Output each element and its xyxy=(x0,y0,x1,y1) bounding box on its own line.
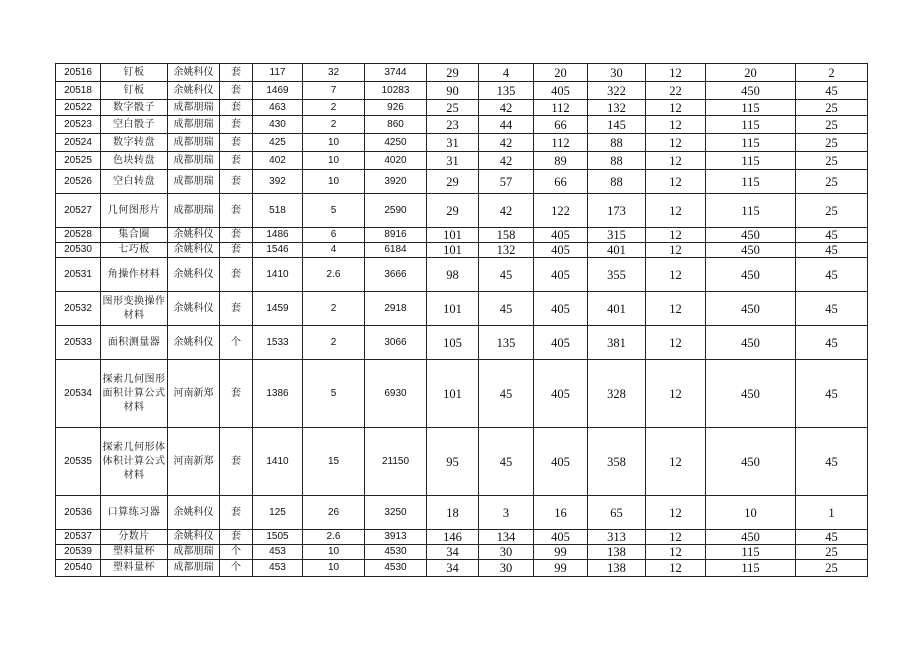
value-cell: 3920 xyxy=(365,170,427,194)
value-cell: 99 xyxy=(534,545,588,560)
value-cell: 12 xyxy=(646,360,706,428)
value-cell: 25 xyxy=(796,545,868,560)
table-row xyxy=(56,360,868,428)
unit-cell: 套 xyxy=(220,258,253,292)
value-cell: 132 xyxy=(588,100,646,116)
value-cell: 518 xyxy=(253,194,303,228)
code-cell: 20524 xyxy=(56,134,101,152)
unit-cell: 套 xyxy=(220,243,253,258)
value-cell: 12 xyxy=(646,152,706,170)
value-cell: 401 xyxy=(588,292,646,326)
value-cell: 1546 xyxy=(253,243,303,258)
value-cell: 31 xyxy=(427,134,479,152)
value-cell: 65 xyxy=(588,496,646,530)
value-cell: 12 xyxy=(646,428,706,496)
value-cell: 25 xyxy=(796,134,868,152)
unit-cell: 套 xyxy=(220,228,253,243)
value-cell: 6930 xyxy=(365,360,427,428)
value-cell: 29 xyxy=(427,170,479,194)
unit-cell: 套 xyxy=(220,116,253,134)
value-cell: 463 xyxy=(253,100,303,116)
value-cell: 22 xyxy=(646,82,706,100)
maker-cell: 河南新郑 xyxy=(168,428,220,496)
value-cell: 42 xyxy=(479,100,534,116)
value-cell: 313 xyxy=(588,530,646,545)
code-cell: 20532 xyxy=(56,292,101,326)
value-cell: 4 xyxy=(479,64,534,82)
value-cell: 401 xyxy=(588,243,646,258)
value-cell: 112 xyxy=(534,100,588,116)
value-cell: 95 xyxy=(427,428,479,496)
value-cell: 12 xyxy=(646,194,706,228)
table-row xyxy=(56,292,868,326)
code-cell: 20523 xyxy=(56,116,101,134)
value-cell: 4020 xyxy=(365,152,427,170)
value-cell: 34 xyxy=(427,545,479,560)
table-row xyxy=(56,82,868,100)
value-cell: 12 xyxy=(646,326,706,360)
value-cell: 450 xyxy=(706,360,796,428)
maker-cell: 余姚科仪 xyxy=(168,82,220,100)
value-cell: 4530 xyxy=(365,545,427,560)
unit-cell: 套 xyxy=(220,170,253,194)
unit-cell: 个 xyxy=(220,326,253,360)
maker-cell: 河南新郑 xyxy=(168,360,220,428)
value-cell: 12 xyxy=(646,258,706,292)
value-cell: 12 xyxy=(646,560,706,577)
maker-cell: 余姚科仪 xyxy=(168,243,220,258)
value-cell: 10283 xyxy=(365,82,427,100)
value-cell: 2918 xyxy=(365,292,427,326)
value-cell: 405 xyxy=(534,243,588,258)
unit-cell: 套 xyxy=(220,100,253,116)
name-cell: 探索几何形体体积计算公式材料 xyxy=(101,428,168,496)
value-cell: 134 xyxy=(479,530,534,545)
code-cell: 20516 xyxy=(56,64,101,82)
value-cell: 405 xyxy=(534,428,588,496)
value-cell: 45 xyxy=(479,428,534,496)
value-cell: 1505 xyxy=(253,530,303,545)
code-cell: 20533 xyxy=(56,326,101,360)
name-cell: 空白骰子 xyxy=(101,116,168,134)
value-cell: 45 xyxy=(796,530,868,545)
value-cell: 450 xyxy=(706,258,796,292)
unit-cell: 套 xyxy=(220,152,253,170)
value-cell: 125 xyxy=(253,496,303,530)
table-row xyxy=(56,326,868,360)
code-cell: 20527 xyxy=(56,194,101,228)
code-cell: 20537 xyxy=(56,530,101,545)
value-cell: 3666 xyxy=(365,258,427,292)
value-cell: 2 xyxy=(303,100,365,116)
value-cell: 25 xyxy=(796,100,868,116)
name-cell: 空白转盘 xyxy=(101,170,168,194)
table-row xyxy=(56,545,868,560)
value-cell: 88 xyxy=(588,170,646,194)
name-cell: 角操作材料 xyxy=(101,258,168,292)
value-cell: 138 xyxy=(588,545,646,560)
value-cell: 30 xyxy=(588,64,646,82)
value-cell: 12 xyxy=(646,64,706,82)
value-cell: 21150 xyxy=(365,428,427,496)
code-cell: 20539 xyxy=(56,545,101,560)
value-cell: 381 xyxy=(588,326,646,360)
unit-cell: 套 xyxy=(220,496,253,530)
value-cell: 99 xyxy=(534,560,588,577)
value-cell: 89 xyxy=(534,152,588,170)
table-row xyxy=(56,116,868,134)
value-cell: 20 xyxy=(706,64,796,82)
value-cell: 10 xyxy=(706,496,796,530)
maker-cell: 余姚科仪 xyxy=(168,64,220,82)
value-cell: 328 xyxy=(588,360,646,428)
value-cell: 12 xyxy=(646,496,706,530)
value-cell: 12 xyxy=(646,545,706,560)
value-cell: 42 xyxy=(479,152,534,170)
code-cell: 20531 xyxy=(56,258,101,292)
value-cell: 88 xyxy=(588,152,646,170)
value-cell: 30 xyxy=(479,545,534,560)
unit-cell: 套 xyxy=(220,530,253,545)
maker-cell: 余姚科仪 xyxy=(168,228,220,243)
value-cell: 12 xyxy=(646,170,706,194)
value-cell: 115 xyxy=(706,545,796,560)
value-cell: 358 xyxy=(588,428,646,496)
value-cell: 12 xyxy=(646,100,706,116)
maker-cell: 成都朋瑞 xyxy=(168,545,220,560)
code-cell: 20534 xyxy=(56,360,101,428)
value-cell: 44 xyxy=(479,116,534,134)
value-cell: 12 xyxy=(646,243,706,258)
code-cell: 20530 xyxy=(56,243,101,258)
value-cell: 3 xyxy=(479,496,534,530)
maker-cell: 余姚科仪 xyxy=(168,292,220,326)
value-cell: 7 xyxy=(303,82,365,100)
unit-cell: 套 xyxy=(220,194,253,228)
value-cell: 16 xyxy=(534,496,588,530)
value-cell: 1486 xyxy=(253,228,303,243)
name-cell: 塑料量杯 xyxy=(101,545,168,560)
value-cell: 42 xyxy=(479,194,534,228)
value-cell: 30 xyxy=(479,560,534,577)
value-cell: 42 xyxy=(479,134,534,152)
unit-cell: 套 xyxy=(220,82,253,100)
code-cell: 20522 xyxy=(56,100,101,116)
value-cell: 25 xyxy=(796,152,868,170)
value-cell: 15 xyxy=(303,428,365,496)
name-cell: 集合圈 xyxy=(101,228,168,243)
unit-cell: 个 xyxy=(220,545,253,560)
value-cell: 132 xyxy=(479,243,534,258)
value-cell: 2 xyxy=(303,292,365,326)
value-cell: 45 xyxy=(479,360,534,428)
value-cell: 355 xyxy=(588,258,646,292)
value-cell: 405 xyxy=(534,360,588,428)
value-cell: 158 xyxy=(479,228,534,243)
value-cell: 115 xyxy=(706,194,796,228)
table-row xyxy=(56,228,868,243)
value-cell: 4 xyxy=(303,243,365,258)
name-cell: 数字转盘 xyxy=(101,134,168,152)
table-row xyxy=(56,152,868,170)
unit-cell: 个 xyxy=(220,560,253,577)
value-cell: 1 xyxy=(796,496,868,530)
maker-cell: 余姚科仪 xyxy=(168,258,220,292)
value-cell: 405 xyxy=(534,258,588,292)
value-cell: 23 xyxy=(427,116,479,134)
value-cell: 450 xyxy=(706,243,796,258)
value-cell: 135 xyxy=(479,82,534,100)
value-cell: 115 xyxy=(706,100,796,116)
value-cell: 8916 xyxy=(365,228,427,243)
name-cell: 面积测量器 xyxy=(101,326,168,360)
maker-cell: 成都朋瑞 xyxy=(168,134,220,152)
unit-cell: 套 xyxy=(220,292,253,326)
code-cell: 20536 xyxy=(56,496,101,530)
value-cell: 34 xyxy=(427,560,479,577)
inventory-table xyxy=(55,63,868,577)
value-cell: 20 xyxy=(534,64,588,82)
value-cell: 450 xyxy=(706,228,796,243)
maker-cell: 余姚科仪 xyxy=(168,496,220,530)
table-row xyxy=(56,428,868,496)
value-cell: 26 xyxy=(303,496,365,530)
value-cell: 45 xyxy=(796,258,868,292)
value-cell: 6184 xyxy=(365,243,427,258)
maker-cell: 成都朋瑞 xyxy=(168,152,220,170)
value-cell: 10 xyxy=(303,152,365,170)
value-cell: 3913 xyxy=(365,530,427,545)
value-cell: 1533 xyxy=(253,326,303,360)
value-cell: 32 xyxy=(303,64,365,82)
value-cell: 10 xyxy=(303,170,365,194)
maker-cell: 成都朋瑞 xyxy=(168,100,220,116)
value-cell: 392 xyxy=(253,170,303,194)
value-cell: 2 xyxy=(796,64,868,82)
name-cell: 塑料量杯 xyxy=(101,560,168,577)
value-cell: 3744 xyxy=(365,64,427,82)
name-cell: 几何图形片 xyxy=(101,194,168,228)
code-cell: 20518 xyxy=(56,82,101,100)
value-cell: 115 xyxy=(706,134,796,152)
code-cell: 20525 xyxy=(56,152,101,170)
value-cell: 3066 xyxy=(365,326,427,360)
name-cell: 图形变换操作材料 xyxy=(101,292,168,326)
value-cell: 453 xyxy=(253,560,303,577)
value-cell: 18 xyxy=(427,496,479,530)
value-cell: 5 xyxy=(303,360,365,428)
value-cell: 45 xyxy=(796,360,868,428)
value-cell: 66 xyxy=(534,116,588,134)
value-cell: 1410 xyxy=(253,258,303,292)
name-cell: 钉板 xyxy=(101,64,168,82)
value-cell: 101 xyxy=(427,243,479,258)
name-cell: 探索几何图形面积计算公式材料 xyxy=(101,360,168,428)
value-cell: 2.6 xyxy=(303,530,365,545)
value-cell: 138 xyxy=(588,560,646,577)
name-cell: 口算练习器 xyxy=(101,496,168,530)
unit-cell: 套 xyxy=(220,428,253,496)
table-row xyxy=(56,496,868,530)
value-cell: 4250 xyxy=(365,134,427,152)
value-cell: 12 xyxy=(646,228,706,243)
value-cell: 25 xyxy=(796,560,868,577)
value-cell: 2 xyxy=(303,326,365,360)
value-cell: 1469 xyxy=(253,82,303,100)
value-cell: 115 xyxy=(706,116,796,134)
value-cell: 12 xyxy=(646,292,706,326)
value-cell: 105 xyxy=(427,326,479,360)
value-cell: 10 xyxy=(303,545,365,560)
value-cell: 6 xyxy=(303,228,365,243)
value-cell: 450 xyxy=(706,292,796,326)
value-cell: 57 xyxy=(479,170,534,194)
value-cell: 31 xyxy=(427,152,479,170)
value-cell: 4530 xyxy=(365,560,427,577)
value-cell: 2590 xyxy=(365,194,427,228)
unit-cell: 套 xyxy=(220,134,253,152)
value-cell: 135 xyxy=(479,326,534,360)
table-row xyxy=(56,100,868,116)
value-cell: 402 xyxy=(253,152,303,170)
value-cell: 25 xyxy=(796,116,868,134)
value-cell: 115 xyxy=(706,152,796,170)
name-cell: 七巧板 xyxy=(101,243,168,258)
value-cell: 115 xyxy=(706,170,796,194)
value-cell: 45 xyxy=(796,292,868,326)
name-cell: 钉板 xyxy=(101,82,168,100)
value-cell: 450 xyxy=(706,326,796,360)
value-cell: 1386 xyxy=(253,360,303,428)
value-cell: 322 xyxy=(588,82,646,100)
value-cell: 450 xyxy=(706,82,796,100)
value-cell: 45 xyxy=(796,243,868,258)
value-cell: 29 xyxy=(427,64,479,82)
value-cell: 10 xyxy=(303,134,365,152)
value-cell: 45 xyxy=(796,428,868,496)
value-cell: 405 xyxy=(534,82,588,100)
value-cell: 66 xyxy=(534,170,588,194)
value-cell: 12 xyxy=(646,116,706,134)
code-cell: 20540 xyxy=(56,560,101,577)
table-row xyxy=(56,194,868,228)
maker-cell: 余姚科仪 xyxy=(168,326,220,360)
value-cell: 90 xyxy=(427,82,479,100)
value-cell: 5 xyxy=(303,194,365,228)
value-cell: 453 xyxy=(253,545,303,560)
value-cell: 146 xyxy=(427,530,479,545)
value-cell: 12 xyxy=(646,530,706,545)
name-cell: 分数片 xyxy=(101,530,168,545)
value-cell: 2.6 xyxy=(303,258,365,292)
value-cell: 45 xyxy=(479,292,534,326)
maker-cell: 余姚科仪 xyxy=(168,530,220,545)
code-cell: 20526 xyxy=(56,170,101,194)
value-cell: 1410 xyxy=(253,428,303,496)
value-cell: 2 xyxy=(303,116,365,134)
code-cell: 20535 xyxy=(56,428,101,496)
value-cell: 45 xyxy=(479,258,534,292)
value-cell: 405 xyxy=(534,530,588,545)
table-row xyxy=(56,560,868,577)
value-cell: 101 xyxy=(427,360,479,428)
value-cell: 122 xyxy=(534,194,588,228)
value-cell: 430 xyxy=(253,116,303,134)
table-row xyxy=(56,243,868,258)
value-cell: 101 xyxy=(427,292,479,326)
value-cell: 3250 xyxy=(365,496,427,530)
unit-cell: 套 xyxy=(220,360,253,428)
value-cell: 45 xyxy=(796,326,868,360)
table-row xyxy=(56,170,868,194)
value-cell: 25 xyxy=(427,100,479,116)
value-cell: 115 xyxy=(706,560,796,577)
value-cell: 173 xyxy=(588,194,646,228)
value-cell: 145 xyxy=(588,116,646,134)
name-cell: 数字骰子 xyxy=(101,100,168,116)
value-cell: 88 xyxy=(588,134,646,152)
value-cell: 45 xyxy=(796,82,868,100)
value-cell: 405 xyxy=(534,292,588,326)
value-cell: 315 xyxy=(588,228,646,243)
value-cell: 926 xyxy=(365,100,427,116)
maker-cell: 成都朋瑞 xyxy=(168,560,220,577)
code-cell: 20528 xyxy=(56,228,101,243)
table-row xyxy=(56,530,868,545)
value-cell: 29 xyxy=(427,194,479,228)
value-cell: 101 xyxy=(427,228,479,243)
value-cell: 450 xyxy=(706,530,796,545)
value-cell: 98 xyxy=(427,258,479,292)
value-cell: 1459 xyxy=(253,292,303,326)
value-cell: 112 xyxy=(534,134,588,152)
value-cell: 405 xyxy=(534,326,588,360)
value-cell: 10 xyxy=(303,560,365,577)
value-cell: 405 xyxy=(534,228,588,243)
table-row xyxy=(56,64,868,82)
table-row xyxy=(56,258,868,292)
name-cell: 色块转盘 xyxy=(101,152,168,170)
value-cell: 425 xyxy=(253,134,303,152)
value-cell: 117 xyxy=(253,64,303,82)
value-cell: 25 xyxy=(796,170,868,194)
table-row xyxy=(56,134,868,152)
unit-cell: 套 xyxy=(220,64,253,82)
value-cell: 25 xyxy=(796,194,868,228)
maker-cell: 成都朋瑞 xyxy=(168,194,220,228)
value-cell: 860 xyxy=(365,116,427,134)
value-cell: 450 xyxy=(706,428,796,496)
value-cell: 45 xyxy=(796,228,868,243)
value-cell: 12 xyxy=(646,134,706,152)
maker-cell: 成都朋瑞 xyxy=(168,170,220,194)
maker-cell: 成都朋瑞 xyxy=(168,116,220,134)
